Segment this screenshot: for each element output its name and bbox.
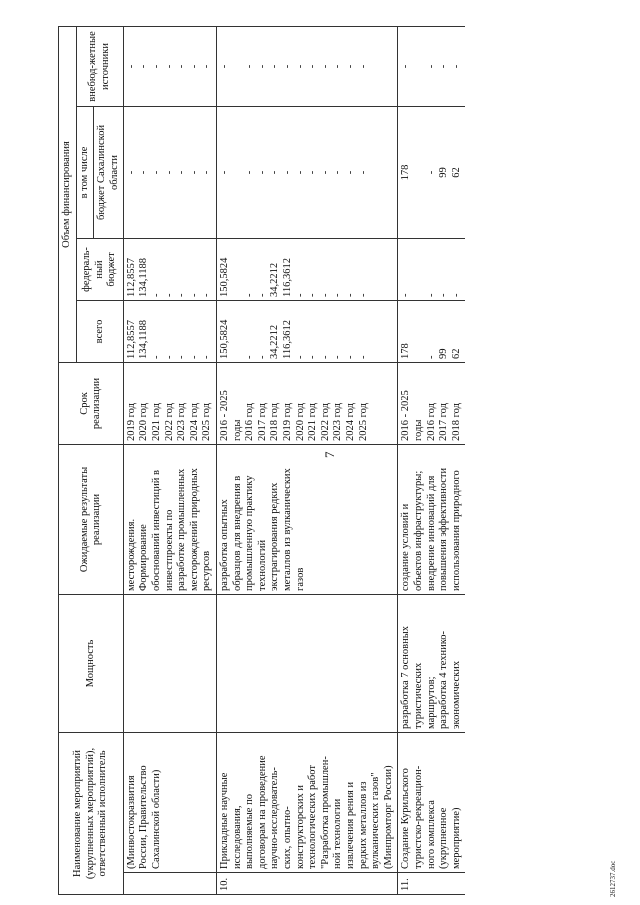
row-total-line: 178: [400, 343, 412, 359]
row-term-line: 2020 год: [138, 403, 150, 441]
row-capacity: [217, 594, 398, 732]
row-results-line: обоснований инвестиций в: [151, 470, 163, 591]
row-extra-line: -: [307, 64, 319, 69]
row-extra-line: -: [151, 64, 163, 69]
row-term-line: 2024 год: [344, 403, 356, 441]
row-federal-line: -: [151, 293, 163, 297]
row-federal-line: 134,1188: [138, 257, 150, 297]
row-total-line: [232, 304, 245, 359]
row-name-line: редких металлов из: [357, 781, 369, 869]
row-regional-line: -: [344, 170, 356, 175]
row-extra-line: -: [438, 64, 450, 69]
header-federal: федераль-ный бюджет: [76, 238, 124, 300]
row-number: [124, 873, 217, 895]
row-federal-line: -: [176, 293, 188, 297]
row-term-line: 2025 год: [357, 403, 369, 441]
row-extra: [217, 26, 398, 106]
row-federal-line: -: [357, 293, 369, 297]
row-total-line: -: [188, 355, 200, 359]
row-extra-line: -: [332, 64, 344, 69]
row-federal-line: -: [163, 293, 175, 297]
row-capacity-line: маршрутов;: [425, 676, 437, 729]
row-federal: [124, 238, 217, 300]
row-regional-line: 99: [438, 167, 450, 178]
row-total-line: 134,1188: [138, 319, 150, 359]
row-results-line: ресурсов: [201, 550, 213, 591]
row-term-line: 2018 год: [269, 403, 281, 441]
row-name-line: "Разработка промышлен-: [319, 756, 331, 869]
row-extra-line: -: [425, 64, 437, 69]
row-regional-line: -: [201, 170, 213, 175]
row-term-line: 2022 год: [319, 403, 331, 441]
row-term-line: 2024 год: [188, 403, 200, 441]
row-term: [217, 362, 398, 444]
row-term-line: годы: [231, 419, 243, 441]
row-regional-line: -: [244, 170, 256, 175]
row-results-line: газов: [294, 567, 306, 591]
row-regional-line: 178: [400, 164, 412, 181]
row-federal-line: 112,8557: [125, 257, 137, 297]
row-federal-line: [232, 242, 245, 297]
row-regional-line: -: [282, 170, 293, 175]
row-results: [217, 444, 398, 594]
row-total-line: -: [244, 355, 256, 359]
row-name-line: Сахалинской области): [151, 769, 163, 869]
row-name-line: договорам на проведение: [256, 755, 268, 869]
row-term-line: 2016 - 2025: [400, 390, 412, 441]
row-term-line: 2017 год: [438, 403, 450, 441]
row-term-line: 2016 год: [425, 403, 437, 441]
row-results-line: инвестпроекты по: [163, 509, 175, 591]
row-total-line: 99: [438, 348, 450, 359]
row-results-line: создание условий и: [400, 503, 412, 591]
row-federal-line: 116,3612: [282, 257, 293, 297]
row-federal-line: [413, 242, 426, 297]
row-results: [398, 444, 465, 594]
row-extra-line: -: [400, 64, 412, 69]
row-results-line: разработке промышленных: [176, 468, 188, 591]
row-extra-line: -: [138, 64, 150, 69]
row-total-line: [413, 304, 426, 359]
row-total-line: -: [294, 355, 306, 359]
program-table: [58, 26, 465, 895]
row-total-line: 112,8557: [125, 319, 137, 359]
row-results-line: месторождения.: [125, 518, 137, 591]
row-extra-line: -: [282, 64, 293, 69]
footer-code: 2612737.doc: [609, 860, 617, 897]
row-term: [398, 362, 465, 444]
table-row: [398, 26, 465, 894]
row-name-line: технологических работ: [307, 765, 319, 869]
row-name: [398, 732, 465, 872]
row-regional: [217, 106, 398, 238]
row-term-line: 2016 год: [244, 403, 256, 441]
row-total: [398, 300, 465, 362]
row-federal-line: -: [425, 293, 437, 297]
row-results-line: промышленную практику: [244, 475, 256, 591]
row-term-line: 2023 год: [176, 403, 188, 441]
row-total-line: -: [256, 355, 268, 359]
row-total-line: -: [151, 355, 163, 359]
row-name-line: Прикладные научные: [219, 772, 231, 869]
row-extra-line: -: [244, 64, 256, 69]
row-regional-line: -: [125, 170, 137, 175]
row-number: 10.: [217, 873, 398, 895]
row-regional-line: -: [319, 170, 331, 175]
row-name-line: России, Правительство: [138, 765, 150, 869]
row-total: [124, 300, 217, 362]
table-body: [124, 26, 465, 894]
row-name-line: ной технологии: [332, 798, 344, 869]
row-capacity: [124, 594, 217, 732]
row-regional-line: -: [138, 170, 150, 175]
row-extra-line: -: [201, 64, 213, 69]
row-term-line: 2019 год: [282, 403, 293, 441]
row-results-line: Формирование: [138, 524, 150, 591]
row-total-line: 150,5824: [219, 319, 231, 359]
row-results-line: повышения эффективности: [438, 467, 450, 591]
row-capacity-line: туристических: [412, 662, 424, 729]
row-extra-line: -: [294, 64, 306, 69]
row-extra-line: -: [269, 64, 281, 69]
row-term-line: 2025 год: [201, 403, 213, 441]
row-regional-line: -: [269, 170, 281, 175]
row-federal-line: -: [244, 293, 256, 297]
row-capacity: [398, 594, 465, 732]
row-regional-line: -: [357, 170, 369, 175]
row-regional-line: 62: [450, 167, 462, 178]
row-regional-line: -: [188, 170, 200, 175]
row-federal-line: 34,2212: [269, 262, 281, 297]
header-including: в том числе: [76, 106, 94, 238]
row-federal-line: -: [294, 293, 306, 297]
row-results-line: образцов для внедрения в: [231, 475, 243, 591]
header-capacity: Мощность: [59, 594, 124, 732]
row-number: 11.: [398, 873, 465, 895]
page-number: 7: [322, 451, 337, 458]
row-term-line: 2020 год: [294, 403, 306, 441]
row-extra-line: -: [256, 64, 268, 69]
row-total-line: -: [332, 355, 344, 359]
row-extra-line: -: [188, 64, 200, 69]
row-extra-line: -: [450, 64, 462, 69]
row-total-line: -: [425, 355, 437, 359]
row-regional: [398, 106, 465, 238]
row-extra-line: -: [125, 64, 137, 69]
row-extra: [124, 26, 217, 106]
row-name-line: (укрупненное: [438, 807, 450, 869]
header-name: Наименование мероприятий (укрупненных мероприятий), ответственный исполнитель: [59, 732, 124, 894]
row-regional-line: [413, 110, 426, 235]
row-term-line: 2017 год: [256, 403, 268, 441]
row-federal-line: -: [307, 293, 319, 297]
row-total-line: -: [357, 355, 369, 359]
row-name-line: извлечения рения и: [344, 781, 356, 869]
row-federal-line: -: [319, 293, 331, 297]
row-term-line: 2021 год: [307, 403, 319, 441]
row-extra-line: -: [219, 64, 231, 69]
row-term-line: 2023 год: [332, 403, 344, 441]
row-federal-line: -: [332, 293, 344, 297]
row-term-line: 2021 год: [151, 403, 163, 441]
row-name-line: мероприятие): [450, 807, 462, 869]
row-extra-line: [232, 30, 245, 103]
row-name-line: вулканических газов": [370, 772, 382, 869]
row-total-line: 62: [450, 348, 462, 359]
row-total-line: 116,3612: [282, 319, 293, 359]
row-total-line: -: [307, 355, 319, 359]
row-results-line: технологий: [256, 539, 268, 591]
row-total-line: 34,2212: [269, 324, 281, 359]
row-regional-line: -: [294, 170, 306, 175]
header-regional: бюджет Сахалинской области: [94, 106, 124, 238]
row-regional-line: -: [425, 170, 437, 175]
row-extra-line: [413, 30, 426, 103]
row-capacity-line: разработка 4 технико-: [438, 630, 450, 729]
row-regional-line: -: [163, 170, 175, 175]
row-results: [124, 444, 217, 594]
row-extra-line: -: [163, 64, 175, 69]
table-row: [124, 26, 217, 894]
table-row: [217, 26, 398, 894]
row-extra-line: -: [319, 64, 331, 69]
row-regional: [124, 106, 217, 238]
row-federal-line: -: [438, 293, 450, 297]
row-term-line: 2022 год: [163, 403, 175, 441]
row-regional-line: -: [256, 170, 268, 175]
row-regional-line: -: [219, 170, 231, 175]
row-extra-line: -: [176, 64, 188, 69]
row-name: [217, 732, 398, 872]
row-results-line: внедрение инноваций для: [425, 475, 437, 591]
row-extra-line: -: [344, 64, 356, 69]
row-federal-line: -: [400, 293, 412, 297]
row-results-line: использования природного: [450, 470, 462, 591]
row-name-line: исследования,: [231, 805, 243, 869]
row-federal: [217, 238, 398, 300]
row-capacity-line: экономических: [450, 660, 462, 729]
row-name-line: ного комплекса: [425, 800, 437, 869]
row-extra-line: -: [357, 64, 369, 69]
row-term-line: 2019 год: [125, 403, 137, 441]
header-results: Ожидаемые результаты реализации: [59, 444, 124, 594]
row-total: [217, 300, 398, 362]
row-results-line: металлов из вулканических: [282, 468, 293, 591]
row-term-line: годы: [412, 419, 424, 441]
row-results-line: разработка опытных: [219, 499, 231, 591]
row-name-line: ских, опытно-: [282, 806, 293, 869]
row-total-line: -: [319, 355, 331, 359]
row-extra: [398, 26, 465, 106]
row-name-line: Создание Курильского: [400, 768, 412, 869]
row-name-line: (Минвостокразвития: [125, 775, 137, 869]
row-term-line: 2018 год: [450, 403, 462, 441]
row-regional-line: -: [176, 170, 188, 175]
row-name-line: туристско-рекреацион-: [412, 765, 424, 869]
row-regional-line: -: [151, 170, 163, 175]
row-results-line: месторождений природных: [188, 468, 200, 591]
row-name-line: (Минпромторг России): [382, 765, 394, 869]
row-name-line: выполняемые по: [244, 794, 256, 869]
header-total: всего: [76, 300, 124, 362]
row-total-line: -: [176, 355, 188, 359]
header-funding: Объем финансирования: [59, 26, 77, 362]
row-results-line: экстрагирования редких: [269, 482, 281, 591]
row-capacity-line: разработка 7 основных: [400, 625, 412, 729]
row-term-line: 2016 - 2025: [219, 390, 231, 441]
row-federal-line: -: [188, 293, 200, 297]
row-total-line: -: [201, 355, 213, 359]
row-total-line: -: [163, 355, 175, 359]
header-extra: внебюд-жетные источники: [76, 26, 124, 106]
row-regional-line: -: [307, 170, 319, 175]
row-total-line: -: [344, 355, 356, 359]
header-term: Срок реализации: [59, 362, 124, 444]
row-regional-line: -: [332, 170, 344, 175]
row-regional-line: [232, 110, 245, 235]
row-results-line: объектов инфраструктуры;: [412, 470, 424, 591]
row-term: [124, 362, 217, 444]
row-federal: [398, 238, 465, 300]
row-federal-line: 150,5824: [219, 257, 231, 297]
row-name-line: конструкторских и: [294, 785, 306, 869]
row-federal-line: -: [201, 293, 213, 297]
row-name-line: научно-исследователь-: [269, 767, 281, 869]
row-federal-line: -: [256, 293, 268, 297]
row-federal-line: -: [450, 293, 462, 297]
row-name: [124, 732, 217, 872]
row-federal-line: -: [344, 293, 356, 297]
